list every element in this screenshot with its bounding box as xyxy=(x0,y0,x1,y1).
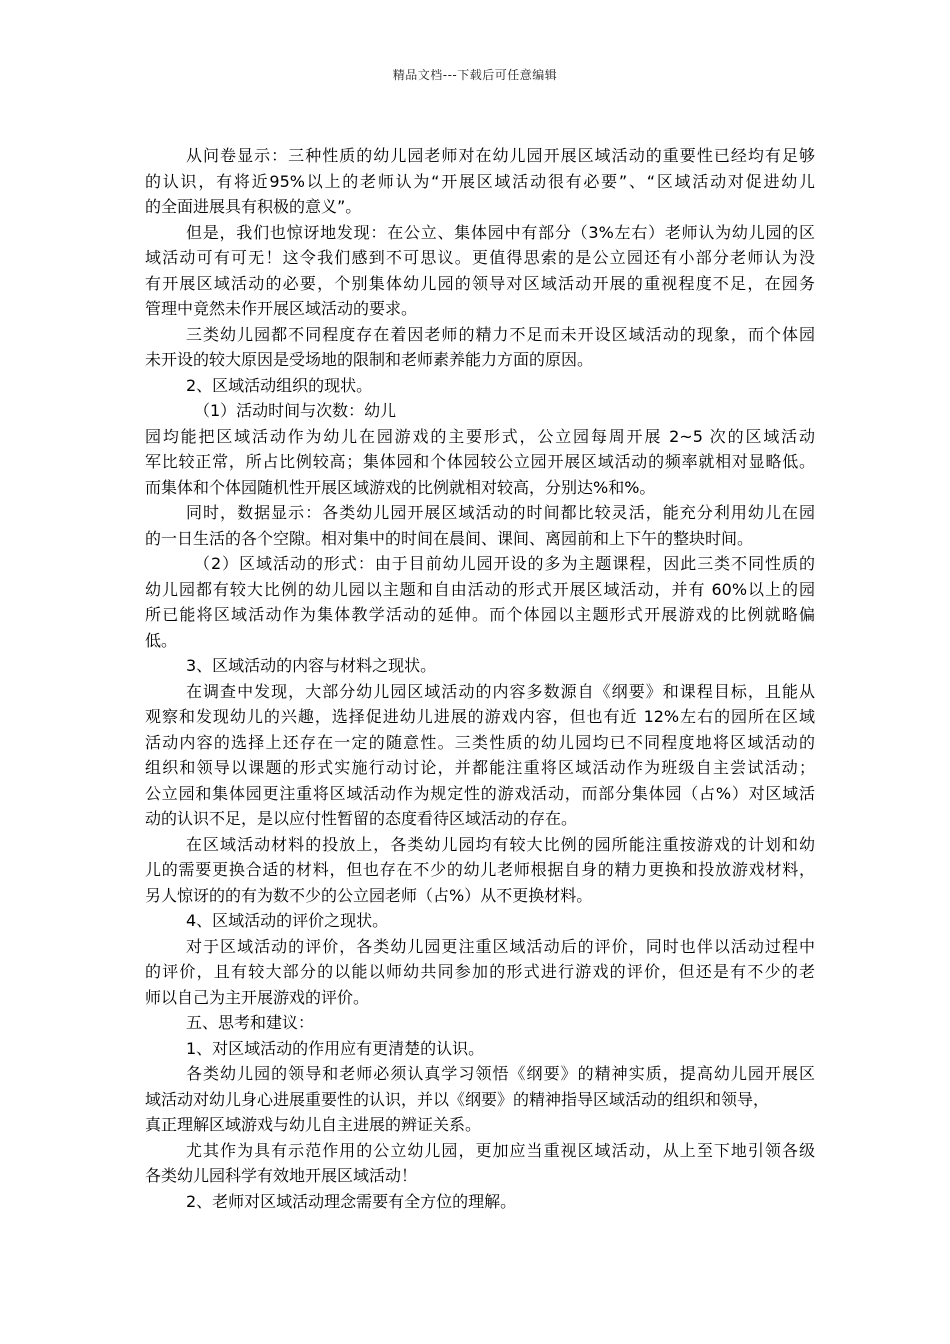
page-header: 精品文档---下载后可任意编辑 xyxy=(392,68,558,82)
text-line: 三类幼儿园都不同程度存在着因老师的精力不足而未开设区域活动的现象，而个体园 xyxy=(186,324,815,344)
text-line: 在调查中发现，大部分幼儿园区域活动的内容多数源自《纲要》和课程目标，且能从 xyxy=(186,681,815,701)
text-line: 对于区域活动的评价，各类幼儿园更注重区域活动后的评价，同时也伴以活动过程中 xyxy=(186,936,815,956)
document-body xyxy=(145,143,815,1214)
text-line: 管理中竟然未作开展区域活动的要求。 xyxy=(145,299,418,318)
text-line: 各类幼儿园的领导和老师必须认真学习领悟《纲要》的精神实质，提高幼儿园开展区 xyxy=(186,1064,815,1083)
text-line: 活动内容的选择上还存在一定的随意性。三类性质的幼儿园均已不同程度地将区域活动的 xyxy=(145,732,815,752)
text-line: 儿的需要更换合适的材料，但也存在不少的幼儿老师根据自身的精力更换和投放游戏材料， xyxy=(145,860,815,879)
text-line: 3、区域活动的内容与材料之现状。 xyxy=(186,656,437,675)
text-line: 域活动对幼儿身心进展重要性的认识，并以《纲要》的精神指导区域活动的组织和领导， xyxy=(145,1089,770,1109)
text-line: 幼儿园都有较大比例的幼儿园以主题和自由活动的形式开展区域活动，并有 60%以上的园 xyxy=(145,579,815,599)
text-line: 军比较正常，所占比例较高；集体园和个体园较公立园开展区域活动的频率就相对显略低。 xyxy=(145,452,815,471)
text-line: 五、思考和建议： xyxy=(186,1013,315,1032)
text-line: 2、区域活动组织的现状。 xyxy=(186,375,373,395)
text-line: 从问卷显示：三种性质的幼儿园老师对在幼儿园开展区域活动的重要性已经均有足够 xyxy=(186,146,815,165)
text-line: 所已能将区域活动作为集体教学活动的延伸。而个体园以主题形式开展游戏的比例就略偏 xyxy=(145,605,815,624)
text-line: 另人惊讶的的有为数不少的公立园老师（占%）从不更换材料。 xyxy=(145,885,593,905)
text-line: 真正理解区域游戏与幼儿自主进展的辨证关系。 xyxy=(145,1115,482,1134)
text-line: 而集体和个体园随机性开展区域游戏的比例就相对较高，分别达%和%。 xyxy=(145,477,656,497)
text-line: 但是，我们也惊讶地发现：在公立、集体园中有部分（3%左右）老师认为幼儿园的区 xyxy=(186,222,815,242)
text-line: 1、对区域活动的作用应有更清楚的认识。 xyxy=(186,1038,485,1058)
text-line: 4、区域活动的评价之现状。 xyxy=(186,911,389,930)
text-line: （1）活动时间与次数：幼儿 xyxy=(194,401,397,420)
text-line: 公立园和集体园更注重将区域活动作为规定性的游戏活动，而部分集体园（占%）对区域活 xyxy=(145,783,815,803)
text-line: 2、老师对区域活动理念需要有全方位的理解。 xyxy=(186,1191,517,1211)
text-line: 低。 xyxy=(145,630,178,650)
text-line: 尤其作为具有示范作用的公立幼儿园，更加应当重视区域活动，从上至下地引领各级 xyxy=(186,1140,815,1160)
text-line: 动的认识不足，是以应付性暂留的态度看待区域活动的存在。 xyxy=(145,809,578,828)
text-line: 园均能把区域活动作为幼儿在园游戏的主要形式，公立园每周开展 2~5 次的区域活动 xyxy=(145,426,815,446)
text-line: 同时，数据显示：各类幼儿园开展区域活动的时间都比较灵活，能充分利用幼儿在园 xyxy=(186,503,815,522)
text-line: 在区域活动材料的投放上，各类幼儿园均有较大比例的园所能注重按游戏的计划和幼 xyxy=(186,834,815,854)
text-line: 的认识，有将近95%以上的老师认为“开展区域活动很有必要”、“区域活动对促进幼儿 xyxy=(145,171,815,191)
text-line: 的全面进展具有积极的意义”。 xyxy=(145,197,362,216)
text-line: 有开展区域活动的必要，个别集体幼儿园的领导对区域活动开展的重视程度不足，在园务 xyxy=(145,273,815,293)
text-line: 组织和领导以课题的形式实施行动讨论，并都能注重将区域活动作为班级自主尝试活动； xyxy=(145,758,815,777)
text-line: 的评价，且有较大部分的以能以师幼共同参加的形式进行游戏的评价，但还是有不少的老 xyxy=(145,962,815,981)
text-line: 观察和发现幼儿的兴趣，选择促进幼儿进展的游戏内容，但也有近 12%左右的园所在区域 xyxy=(145,707,815,726)
text-line: 的一日生活的各个空隙。相对集中的时间在晨间、课间、离园前和上下午的整块时间。 xyxy=(145,528,754,548)
text-line: 域活动可有可无！这令我们感到不可思议。更值得思索的是公立园还有小部分老师认为没 xyxy=(145,248,815,267)
text-line: 师以自己为主开展游戏的评价。 xyxy=(145,987,370,1007)
text-line: 未开设的较大原因是受场地的限制和老师素养能力方面的原因。 xyxy=(145,350,594,369)
text-line: （2）区域活动的形式：由于目前幼儿园开设的多为主题课程，因此三类不同性质的 xyxy=(194,554,815,573)
text-line: 各类幼儿园科学有效地开展区域活动！ xyxy=(145,1166,418,1185)
